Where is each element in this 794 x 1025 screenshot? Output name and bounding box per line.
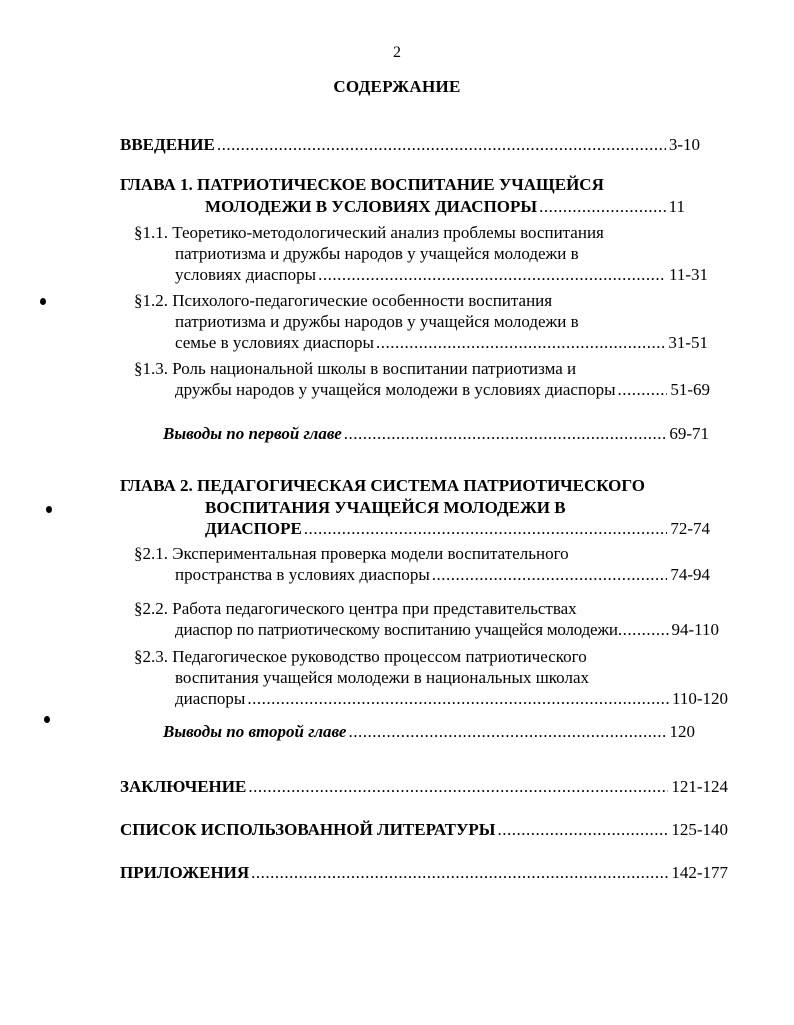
leader-dots — [318, 264, 666, 286]
toc-pages: 11-31 — [668, 265, 708, 284]
toc-entry-chapter1[interactable] — [205, 196, 685, 218]
section-2-2-line1: §2.2. Работа педагогического центра при представительствах — [134, 599, 577, 618]
toc-label: диаспоры — [175, 689, 246, 708]
toc-pages: 3-10 — [668, 135, 700, 154]
toc-pages: 94-110 — [671, 620, 719, 639]
section-2-3-line1: §2.3. Педагогическое руководство процессом патриотического — [134, 647, 587, 666]
toc-label: ДИАСПОРЕ — [205, 519, 302, 538]
leader-dots — [304, 518, 668, 540]
toc-entry-section-2-2[interactable] — [175, 619, 719, 641]
section-2-3-line2: воспитания учащейся молодежи в национальных школах — [175, 668, 589, 687]
leader-dots — [498, 819, 669, 841]
page-number: 2 — [393, 44, 401, 61]
toc-entry-conclusion[interactable] — [120, 776, 728, 798]
toc-entry-section-2-3[interactable] — [175, 688, 728, 710]
scan-mark — [44, 716, 50, 723]
leader-dots — [247, 688, 669, 710]
toc-label: ЗАКЛЮЧЕНИЕ — [120, 777, 247, 796]
toc-entry-section-2-1[interactable] — [175, 564, 710, 586]
toc-pages: 74-94 — [670, 565, 710, 584]
toc-pages: 110-120 — [671, 689, 728, 708]
leader-dots — [248, 776, 668, 798]
toc-pages: 120 — [669, 722, 695, 741]
leader-dots — [539, 196, 666, 218]
scan-mark — [40, 298, 46, 305]
toc-label: диаспор по патриотическому воспитанию учащейся молодежи — [175, 620, 618, 639]
toc-entry-chapter2[interactable] — [205, 518, 710, 540]
toc-pages: 142-177 — [671, 863, 728, 882]
toc-entry-intro[interactable] — [120, 134, 700, 156]
toc-label: ВВЕДЕНИЕ — [120, 135, 215, 154]
toc-label: Выводы по второй главе — [163, 722, 347, 741]
toc-label: СПИСОК ИСПОЛЬЗОВАННОЙ ЛИТЕРАТУРЫ — [120, 820, 496, 839]
toc-pages: 31-51 — [668, 333, 708, 352]
toc-label: пространства в условиях диаспоры — [175, 565, 430, 584]
section-1-2-line2: патриотизма и дружбы народов у учащейся молодежи в — [175, 312, 579, 331]
toc-entry-references[interactable] — [120, 819, 728, 841]
toc-entry-conclusions-1[interactable] — [163, 423, 709, 445]
toc-entry-section-1-1[interactable] — [175, 264, 708, 286]
leader-dots — [217, 134, 666, 156]
toc-label: условиях диаспоры — [175, 265, 317, 284]
leader-dots — [348, 721, 666, 743]
leader-dots — [618, 379, 668, 401]
toc-label: МОЛОДЕЖИ В УСЛОВИЯХ ДИАСПОРЫ — [205, 197, 538, 216]
toc-entry-appendices[interactable] — [120, 862, 728, 884]
toc-entry-conclusions-2[interactable] — [163, 721, 695, 743]
chapter2-heading-line1: ГЛАВА 2. ПЕДАГОГИЧЕСКАЯ СИСТЕМА ПАТРИОТИЧЕСКОГО — [120, 476, 645, 495]
leader-dots — [376, 332, 665, 354]
toc-pages: 51-69 — [670, 380, 710, 399]
toc-entry-section-1-2[interactable] — [175, 332, 708, 354]
section-1-1-line2: патриотизма и дружбы народов у учащейся молодежи в — [175, 244, 579, 263]
leader-dots — [344, 423, 667, 445]
leader-dots — [432, 564, 668, 586]
leader-dots — [618, 619, 671, 641]
toc-label: семье в условиях диаспоры — [175, 333, 374, 352]
toc-label: ПРИЛОЖЕНИЯ — [120, 863, 250, 882]
section-1-1-line1: §1.1. Теоретико-методологический анализ проблемы воспитания — [134, 223, 604, 242]
chapter1-heading-line1: ГЛАВА 1. ПАТРИОТИЧЕСКОЕ ВОСПИТАНИЕ УЧАЩЕЙСЯ — [120, 175, 604, 194]
chapter2-heading-line2: ВОСПИТАНИЯ УЧАЩЕЙСЯ МОЛОДЕЖИ В — [205, 498, 566, 517]
toc-entry-section-1-3[interactable] — [175, 379, 710, 401]
leader-dots — [251, 862, 668, 884]
section-1-2-line1: §1.2. Психолого-педагогические особенности воспитания — [134, 291, 553, 310]
toc-pages: 11 — [668, 197, 685, 216]
section-1-3-line1: §1.3. Роль национальной школы в воспитании патриотизма и — [134, 359, 577, 378]
toc-pages: 125-140 — [671, 820, 728, 839]
toc-pages: 69-71 — [669, 424, 709, 443]
page-title: СОДЕРЖАНИЕ — [333, 77, 461, 96]
scan-mark — [46, 506, 52, 513]
toc-label: Выводы по первой главе — [163, 424, 342, 443]
toc-label: дружбы народов у учащейся молодежи в условиях диаспоры — [175, 380, 616, 399]
section-2-1-line1: §2.1. Экспериментальная проверка модели воспитательного — [134, 544, 569, 563]
toc-pages: 72-74 — [670, 519, 710, 538]
toc-pages: 121-124 — [671, 777, 728, 796]
